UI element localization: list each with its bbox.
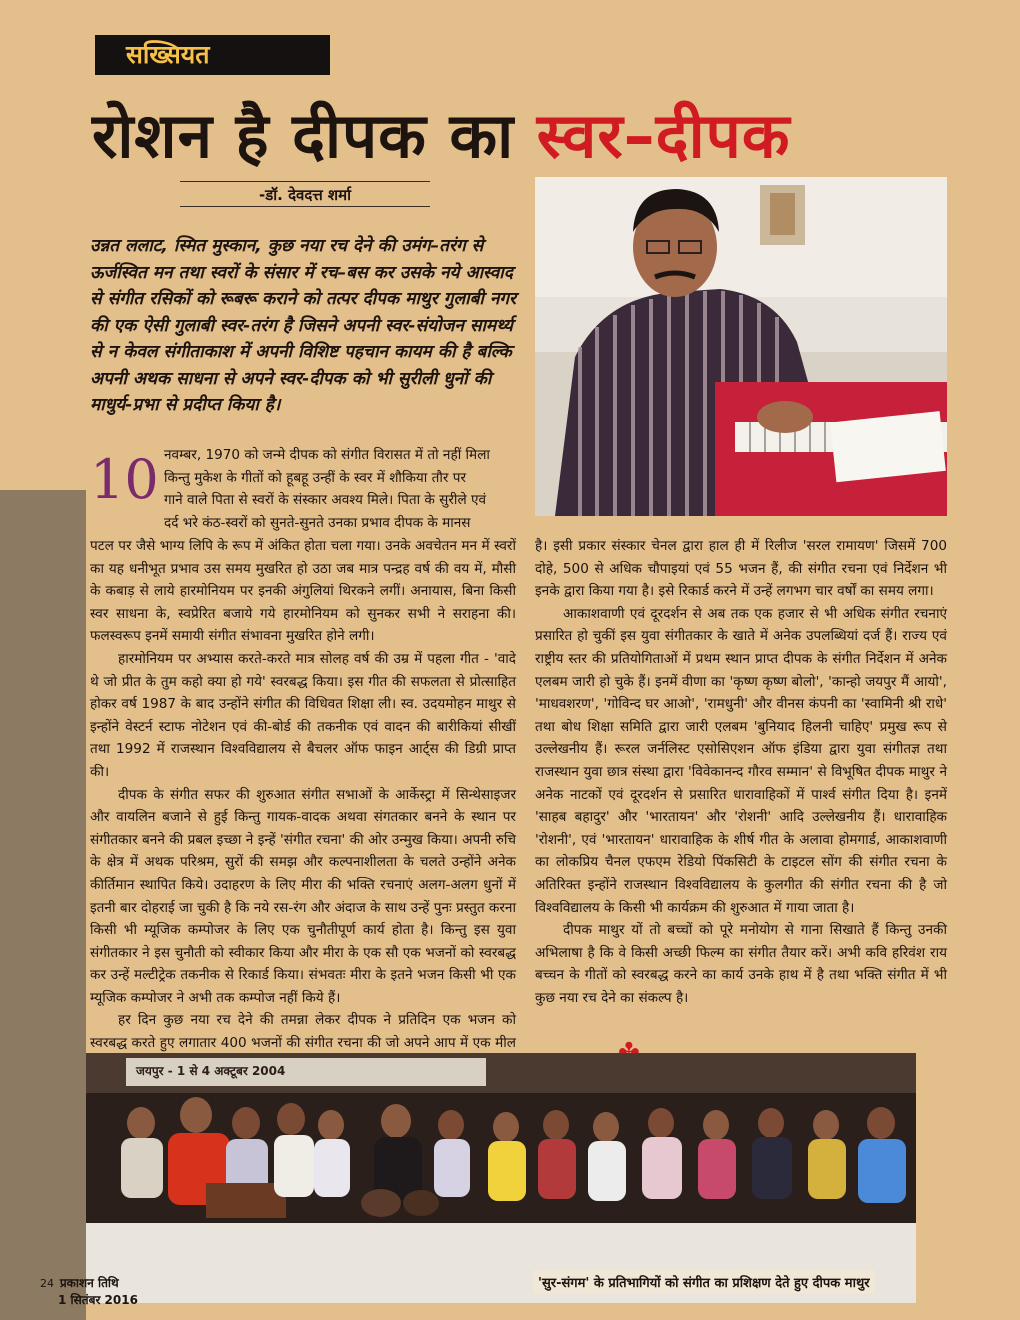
issue-date: 1 सितंबर 2016 xyxy=(58,1293,138,1307)
page-footer xyxy=(40,1274,138,1308)
column2-paragraph: आकाशवाणी एवं दूरदर्शन से अब तक एक हजार से भी अधिक संगीत रचनाएं प्रसारित हो चुकीं इस युवा संगीतकार के खाते में अनेक उपलब्धियां दर्ज हैं। राज्य एवं राष्ट्रीय स्तर की प्रतियोगिताओं में प्रथम स्थान प्राप्त दीपक के संगीत निर्देशन में अनेक एलबम जारी हो चुके हैं। इनमें वीणा का 'कृष्ण कृष्ण बोलो', 'कान्हो जयपुर मैं आयो', 'माधवशरण', 'गोविन्द घर आओ', 'रामधुनी' और वीनस कंपनी का 'स्वामिनी श्री राधे' तथा बोध शिक्षा समिति द्वारा जारी एलबम 'बुनियाद हिलनी चाहिए' प्रमुख रूप से उल्लेखनीय हैं। रूरल जर्नलिस्ट एसोसिएशन ऑफ इंडिया द्वारा युवा संगीतज्ञ तथा राजस्थान युवा छात्र संस्था द्वारा 'विवेकानन्द गौरव सम्मान' से विभूषित दीपक माथुर ने अनेक नाटकों एवं दूरदर्शन से प्रसारित धारावाहिकों में पार्श्व संगीत दिया है। इनमें 'साहब बहादुर' और 'भारतायन' और 'रोशनी' आदि उल्लेखनीय हैं। धारावाहिक 'रोशनी', एवं 'भारतायन' धारावाहिक के शीर्ष गीत के अलावा होमगार्ड, आकाशवाणी का लोकप्रिय चैनल एफएम रेडियो पिंकसिटी के टाइटल सोंग की संगीत रचना के अतिरिक्त इन्होंने राजस्थान विश्वविद्यालय के कुलगीत की संगीत रचना की है जो विश्वविद्यालय के किसी भी कार्यक्रम की शुरुआत में गाया जाता है। xyxy=(535,605,947,916)
intro-paragraph: उन्नत ललाट, स्मित मुस्कान, कुछ नया रच देने की उमंग–तरंग से ऊर्जस्वित मन तथा स्वरों के संसार में रच–बस कर उसके नये आस्वाद से संगीत रसिकों को रूबरू कराने को तत्पर दीपक माथुर गुलाबी नगर की एक ऐसी गुलाबी स्वर-तरंग है जिसने अपनी स्वर-संयोजन सामर्थ्य से न केवल संगीताकाश में अपनी विशिष्ट पहचान कायम की है बल्कि अपनी अथक साधना से अपने स्वर-दीपक को भी सुरीली धुनों की माधुर्य-प्रभा से प्रदीप्त किया है। xyxy=(90,236,517,415)
column1-paragraph: हारमोनियम पर अभ्यास करते-करते मात्र सोलह वर्ष की उम्र में पहला गीत - 'वादे थे जो प्रीत के तुम कहो क्या हो गये' स्वरबद्ध किया। इस गीत की सफलता से प्रोत्साहित होकर वर्ष 1987 के बाद उन्होंने संगीत की विधिवत शिक्षा ली। स्व. उदयमोहन माथुर से इन्होंने वेस्टर्न स्टाफ नोटेशन एवं की-बोर्ड की तकनीक एवं वादन की बारीकियां सीखीं तथा 1992 में राजस्थान विश्वविद्यालय से बैचलर ऑफ फाइन आर्ट्स की डिग्री प्राप्त की। xyxy=(90,650,516,780)
group-illustration xyxy=(86,1053,916,1303)
column2-paragraph: है। इसी प्रकार संस्कार चेनल द्वारा हाल ही में रिलीज 'सरल रामायण' जिसमें 700 दोहे, 500 से अधिक चौपाइयां एवं 55 भजन हैं, की संगीत रचना एवं निर्देशन भी इनके द्वारा किया गया है। इसे रिकार्ड करने में उन्हें लगभग चार वर्षों का समय लगा। xyxy=(535,538,947,600)
column1-paragraph: हर दिन कुछ नया रच देने की तमन्ना लेकर दीपक ने प्रतिदिन एक भजन को स्वरबद्ध करते हुए लगातार 400 भजनों की संगीत रचना की जो अपने आप में एक मील xyxy=(90,1012,516,1052)
column2-body xyxy=(535,535,947,1009)
portrait-illustration xyxy=(535,177,947,516)
column1-lead-line: नवम्बर, 1970 को जन्मे दीपक को संगीत विरासत में तो नहीं मिला xyxy=(164,447,490,463)
column1-lead-line: किन्तु मुकेश के गीतों को हूबहू उन्हीं के स्वर में शौकिया तौर पर xyxy=(164,469,467,486)
byline-rule-top xyxy=(180,181,430,182)
byline: -डॉ. देवदत्त शर्मा xyxy=(259,186,351,204)
banner-text: जयपुर - 1 से 4 अक्टूबर 2004 xyxy=(136,1064,286,1078)
page-number: 24 xyxy=(40,1277,54,1290)
headline-part2: स्वर–दीपक xyxy=(536,99,791,172)
photo-caption: 'सुर-संगम' के प्रतिभागियों को संगीत का प्रशिक्षण देते हुए दीपक माथुर xyxy=(533,1270,875,1294)
group-photo xyxy=(86,1053,916,1303)
column1-lead xyxy=(164,444,516,534)
section-label: सख्सियत xyxy=(126,40,210,69)
left-color-band xyxy=(0,490,86,1320)
column1-body xyxy=(90,535,516,1077)
drop-cap: 10 xyxy=(90,448,159,511)
column1-lead-line: दर्द भरे कंठ-स्वरों को सुनते-सुनते उनका प्रभाव दीपक के मानस xyxy=(164,514,471,531)
article-headline xyxy=(92,92,791,176)
column1-paragraph: दीपक के संगीत सफर की शुरुआत संगीत सभाओं के आर्केस्ट्रा में सिन्थेसाइजर और वायलिन बजाने से हुई किन्तु गायक-वादक अथवा संगतकार बनने के स्थान पर संगीतकार बनने की प्रबल इच्छा ने इन्हें 'संगीत रचना' की ओर उन्मुख किया। अपनी रुचि के क्षेत्र में अथक परिश्रम, सुरों की समझ और कल्पनाशीलता के चलते उन्होंने अनेक कीर्तिमान स्थापित किये। उदाहरण के लिए मीरा की भक्ति रचनाएं अलग-अलग धुनों में इतनी बार दोहराई जा चुकी है कि नये रस-रंग और अंदाज के साथ उन्हें पुनः प्रस्तुत करना किसी भी म्यूजिक कम्पोजर के लिए एक चुनौतीपूर्ण कार्य होता है। किन्तु इस युवा संगीतकार ने इस चुनौती को स्वीकार किया और मीरा के एक सौ एक भजनों को स्वरबद्ध कर उन्हें मल्टीट्रेक तकनीक से रिकार्ड किया। संभवतः मीरा के इतने भजन किसी भी एक म्यूजिक कम्पोजर ने अभी तक कम्पोज नहीं किये हैं। xyxy=(90,786,516,1006)
headline-part1: रोशन है दीपक का xyxy=(92,99,537,172)
magazine-name: प्रकाशन तिथि xyxy=(59,1276,119,1290)
column1-lead-line: गाने वाले पिता से स्वरों के संस्कार अवश्य मिले। पिता के सुरीले एवं xyxy=(164,492,487,509)
column1-paragraph: पटल पर जैसे भाग्य लिपि के रूप में अंकित होता चला गया। उनके अवचेतन मन में स्वरों का यह धनीभूत प्रभाव उस समय मुखरित हो उठा जब मात्र पन्द्रह वर्ष की वय में, मौसी के कबाड़ से लाये हारमोनियम पर इनकी अंगुलियां थिरकने लगीं। अनायास, बिना किसी स्वर साधना के, स्वप्रेरित बजाये गये हारमोनियम को सुनकर सभी ने सराहना की। फलस्वरूप इनमें समायी संगीत संभावना मुखरित होने लगी। xyxy=(90,538,516,645)
column2-paragraph: दीपक माथुर यों तो बच्चों को पूरे मनोयोग से गाना सिखाते हैं किन्तु उनकी अभिलाषा है कि वे किसी अच्छी फिल्म का संगीत तैयार करें। अभी कवि हरिवंश राय बच्चन के गीतों को स्वरबद्ध करने का कार्य उनके हाथ में है तथा भक्ति संगीत में भी कुछ नया रच देने का संकल्प है। xyxy=(535,922,947,1006)
byline-rule-bottom xyxy=(180,206,430,207)
portrait-photo xyxy=(535,177,947,516)
